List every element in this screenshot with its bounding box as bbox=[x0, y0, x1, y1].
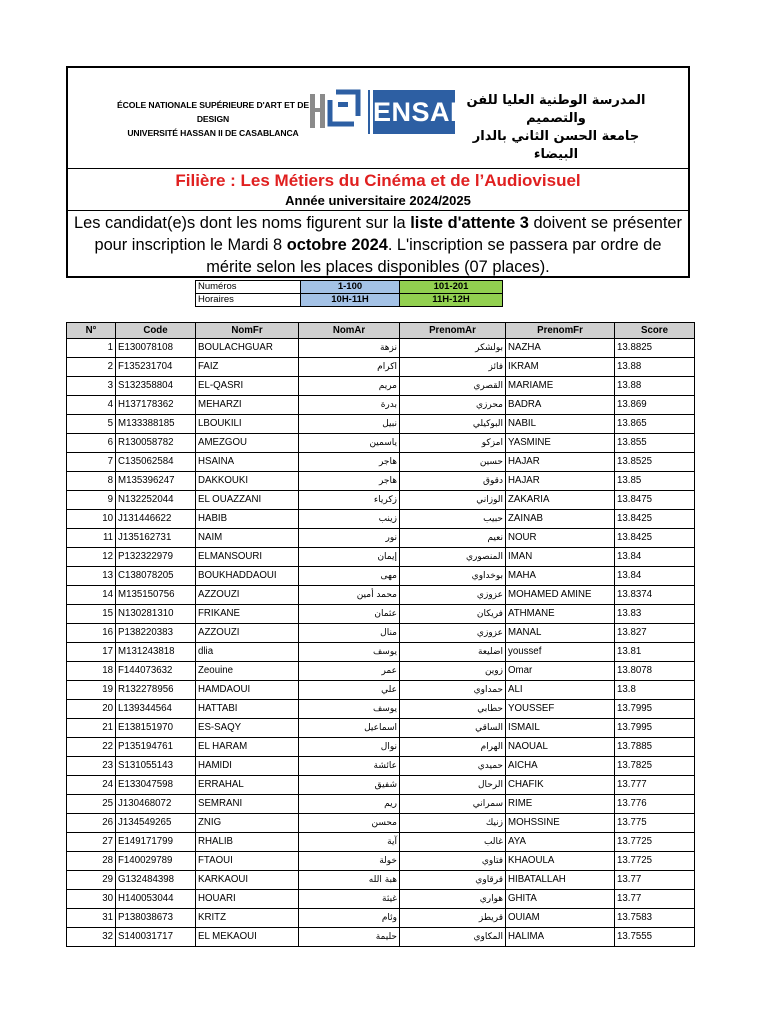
cell-prenomar: البوكيلي bbox=[400, 415, 506, 434]
cell-number: 24 bbox=[67, 776, 116, 795]
cell-nomar: محمد أمين bbox=[299, 586, 400, 605]
table-row bbox=[67, 643, 695, 662]
table-row bbox=[67, 681, 695, 700]
cell-nomfr: FAIZ bbox=[196, 358, 299, 377]
filiere-title: Filière : Les Métiers du Cinéma et de l’Audiovisuel bbox=[175, 171, 581, 190]
school-name-ar bbox=[456, 92, 656, 164]
cell-nomar: هاجر bbox=[299, 453, 400, 472]
cell-prenomfr: NABIL bbox=[506, 415, 615, 434]
cell-prenomfr: BADRA bbox=[506, 396, 615, 415]
cell-nomfr: AMEZGOU bbox=[196, 434, 299, 453]
cell-score: 13.84 bbox=[615, 548, 695, 567]
cell-prenomfr: YOUSSEF bbox=[506, 700, 615, 719]
cell-prenomfr: MANAL bbox=[506, 624, 615, 643]
cell-nomfr: EL-QASRI bbox=[196, 377, 299, 396]
cell-nomar: مريم bbox=[299, 377, 400, 396]
col-header-prenomar: PrenomAr bbox=[400, 323, 506, 339]
cell-nomar: حليمة bbox=[299, 928, 400, 947]
cell-nomar: اسماعيل bbox=[299, 719, 400, 738]
cell-nomar: نبيل bbox=[299, 415, 400, 434]
cell-code: E138151970 bbox=[116, 719, 196, 738]
cell-code: S132358804 bbox=[116, 377, 196, 396]
cell-prenomar: امزكو bbox=[400, 434, 506, 453]
cell-score: 13.81 bbox=[615, 643, 695, 662]
cell-score: 13.7825 bbox=[615, 757, 695, 776]
cell-nomfr: FTAOUI bbox=[196, 852, 299, 871]
cell-prenomfr: HIBATALLAH bbox=[506, 871, 615, 890]
cell-prenomar: بولشكر bbox=[400, 339, 506, 358]
cell-code: P135194761 bbox=[116, 738, 196, 757]
cell-prenomfr: GHITA bbox=[506, 890, 615, 909]
cell-score: 13.8 bbox=[615, 681, 695, 700]
notice-waitlist: liste d'attente 3 bbox=[410, 214, 529, 232]
cell-nomar: يوسف bbox=[299, 643, 400, 662]
cell-prenomfr: CHAFIK bbox=[506, 776, 615, 795]
cell-score: 13.8475 bbox=[615, 491, 695, 510]
header-divider bbox=[68, 168, 688, 169]
cell-number: 12 bbox=[67, 548, 116, 567]
cell-prenomfr: MOHAMED AMINE bbox=[506, 586, 615, 605]
table-row bbox=[67, 529, 695, 548]
cell-nomfr: AZZOUZI bbox=[196, 624, 299, 643]
cell-prenomar: الوزاني bbox=[400, 491, 506, 510]
table-row bbox=[67, 928, 695, 947]
table-row bbox=[67, 396, 695, 415]
cell-number: 7 bbox=[67, 453, 116, 472]
table-row bbox=[67, 738, 695, 757]
cell-prenomar: زوين bbox=[400, 662, 506, 681]
col-header-prenomfr: PrenomFr bbox=[506, 323, 615, 339]
cell-prenomar: قرقاوي bbox=[400, 871, 506, 890]
cell-nomar: غيثة bbox=[299, 890, 400, 909]
cell-code: S131055143 bbox=[116, 757, 196, 776]
cell-prenomfr: AICHA bbox=[506, 757, 615, 776]
cell-number: 19 bbox=[67, 681, 116, 700]
cell-code: E130078108 bbox=[116, 339, 196, 358]
cell-nomar: آية bbox=[299, 833, 400, 852]
cell-number: 31 bbox=[67, 909, 116, 928]
cell-nomar: عائشة bbox=[299, 757, 400, 776]
cell-prenomar: دقوق bbox=[400, 472, 506, 491]
cell-nomar: ريم bbox=[299, 795, 400, 814]
cell-nomar: نوال bbox=[299, 738, 400, 757]
cell-nomar: محسن bbox=[299, 814, 400, 833]
cell-code: E149171799 bbox=[116, 833, 196, 852]
candidates-table bbox=[66, 322, 695, 947]
school-name-ar-line2: جامعة الحسن الثاني بالدار البيضاء bbox=[472, 129, 640, 162]
cell-nomfr: DAKKOUKI bbox=[196, 472, 299, 491]
cell-nomar: بدرة bbox=[299, 396, 400, 415]
cell-nomfr: KRITZ bbox=[196, 909, 299, 928]
cell-code: H137178362 bbox=[116, 396, 196, 415]
school-name-ar-line1: المدرسة الوطنية العليا للفن والتصميم bbox=[466, 93, 646, 126]
cell-code: G132484398 bbox=[116, 871, 196, 890]
cell-nomfr: NAIM bbox=[196, 529, 299, 548]
cell-score: 13.7583 bbox=[615, 909, 695, 928]
cell-score: 13.83 bbox=[615, 605, 695, 624]
table-row bbox=[67, 719, 695, 738]
cell-nomfr: BOULACHGUAR bbox=[196, 339, 299, 358]
cell-nomar: ياسمين bbox=[299, 434, 400, 453]
table-row bbox=[67, 491, 695, 510]
cell-code: M135396247 bbox=[116, 472, 196, 491]
schedule-row-hours bbox=[196, 294, 503, 307]
cell-nomar: عثمان bbox=[299, 605, 400, 624]
cell-nomfr: EL OUAZZANI bbox=[196, 491, 299, 510]
cell-score: 13.8425 bbox=[615, 510, 695, 529]
school-name-fr-line1: ÉCOLE NATIONALE SUPÉRIEURE D'ART ET DE DESIGN bbox=[117, 100, 309, 124]
cell-nomfr: EL HARAM bbox=[196, 738, 299, 757]
cell-number: 18 bbox=[67, 662, 116, 681]
cell-prenomar: فتاوي bbox=[400, 852, 506, 871]
cell-nomar: اكرام bbox=[299, 358, 400, 377]
table-row bbox=[67, 605, 695, 624]
cell-nomfr: dlia bbox=[196, 643, 299, 662]
cell-prenomfr: MAHA bbox=[506, 567, 615, 586]
cell-number: 4 bbox=[67, 396, 116, 415]
cell-prenomar: سمراني bbox=[400, 795, 506, 814]
cell-code: N132252044 bbox=[116, 491, 196, 510]
table-row bbox=[67, 339, 695, 358]
cell-prenomar: نعيم bbox=[400, 529, 506, 548]
cell-score: 13.775 bbox=[615, 814, 695, 833]
cell-number: 32 bbox=[67, 928, 116, 947]
cell-number: 15 bbox=[67, 605, 116, 624]
cell-number: 1 bbox=[67, 339, 116, 358]
cell-score: 13.84 bbox=[615, 567, 695, 586]
cell-prenomfr: NAZHA bbox=[506, 339, 615, 358]
cell-number: 3 bbox=[67, 377, 116, 396]
cell-number: 14 bbox=[67, 586, 116, 605]
cell-nomfr: HAMDAOUI bbox=[196, 681, 299, 700]
col-header-nomfr: NomFr bbox=[196, 323, 299, 339]
cell-prenomar: حسين bbox=[400, 453, 506, 472]
cell-prenomar: حمداوي bbox=[400, 681, 506, 700]
cell-nomfr: BOUKHADDAOUI bbox=[196, 567, 299, 586]
cell-number: 20 bbox=[67, 700, 116, 719]
cell-nomar: عمر bbox=[299, 662, 400, 681]
cell-score: 13.77 bbox=[615, 890, 695, 909]
cell-prenomfr: ZAINAB bbox=[506, 510, 615, 529]
cell-score: 13.865 bbox=[615, 415, 695, 434]
cell-nomar: هبة الله bbox=[299, 871, 400, 890]
cell-prenomar: عزوزي bbox=[400, 624, 506, 643]
cell-prenomfr: ATHMANE bbox=[506, 605, 615, 624]
cell-nomfr: ZNIG bbox=[196, 814, 299, 833]
cell-prenomar: الهرام bbox=[400, 738, 506, 757]
cell-prenomar: هواري bbox=[400, 890, 506, 909]
cell-prenomar: الساقي bbox=[400, 719, 506, 738]
cell-prenomfr: IMAN bbox=[506, 548, 615, 567]
table-row bbox=[67, 890, 695, 909]
cell-score: 13.7995 bbox=[615, 719, 695, 738]
cell-score: 13.77 bbox=[615, 871, 695, 890]
cell-nomar: مهى bbox=[299, 567, 400, 586]
notice-divider bbox=[68, 210, 688, 211]
cell-score: 13.8825 bbox=[615, 339, 695, 358]
cell-nomfr: AZZOUZI bbox=[196, 586, 299, 605]
cell-code: P138220383 bbox=[116, 624, 196, 643]
cell-prenomar: الرحال bbox=[400, 776, 506, 795]
cell-prenomar: فريكان bbox=[400, 605, 506, 624]
cell-number: 16 bbox=[67, 624, 116, 643]
cell-code: N130281310 bbox=[116, 605, 196, 624]
notice-part1: Les candidat(e)s dont les noms figurent sur la bbox=[74, 214, 411, 232]
table-row bbox=[67, 415, 695, 434]
cell-nomfr: Zeouine bbox=[196, 662, 299, 681]
cell-number: 25 bbox=[67, 795, 116, 814]
cell-prenomar: محرزي bbox=[400, 396, 506, 415]
cell-number: 5 bbox=[67, 415, 116, 434]
cell-score: 13.88 bbox=[615, 377, 695, 396]
cell-nomfr: MEHARZI bbox=[196, 396, 299, 415]
cell-prenomar: حبيب bbox=[400, 510, 506, 529]
cell-nomfr: EL MEKAOUI bbox=[196, 928, 299, 947]
cell-nomfr: KARKAOUI bbox=[196, 871, 299, 890]
cell-prenomfr: NOUR bbox=[506, 529, 615, 548]
cell-prenomfr: AYA bbox=[506, 833, 615, 852]
cell-nomfr: LBOUKILI bbox=[196, 415, 299, 434]
cell-code: P132322979 bbox=[116, 548, 196, 567]
cell-nomar: وئام bbox=[299, 909, 400, 928]
cell-prenomfr: Omar bbox=[506, 662, 615, 681]
table-row bbox=[67, 700, 695, 719]
table-row bbox=[67, 909, 695, 928]
cell-score: 13.8525 bbox=[615, 453, 695, 472]
cell-score: 13.7995 bbox=[615, 700, 695, 719]
cell-code: J130468072 bbox=[116, 795, 196, 814]
notice-part3: . L'inscription se passera par ordre de mérite selon les places disponibles (07 places). bbox=[206, 236, 662, 276]
cell-number: 26 bbox=[67, 814, 116, 833]
cell-nomfr: HAMIDI bbox=[196, 757, 299, 776]
schedule-table bbox=[195, 280, 503, 307]
cell-prenomfr: ISMAIL bbox=[506, 719, 615, 738]
cell-prenomfr: HALIMA bbox=[506, 928, 615, 947]
cell-nomfr: ERRAHAL bbox=[196, 776, 299, 795]
cell-code: M135150756 bbox=[116, 586, 196, 605]
cell-prenomar: حميدي bbox=[400, 757, 506, 776]
schedule-hours-label: Horaires bbox=[196, 294, 301, 307]
cell-prenomfr: YASMINE bbox=[506, 434, 615, 453]
cell-number: 28 bbox=[67, 852, 116, 871]
cell-prenomfr: MOHSSINE bbox=[506, 814, 615, 833]
cell-score: 13.8078 bbox=[615, 662, 695, 681]
cell-code: C138078205 bbox=[116, 567, 196, 586]
cell-code: J134549265 bbox=[116, 814, 196, 833]
col-header-score: Score bbox=[615, 323, 695, 339]
cell-prenomfr: ZAKARIA bbox=[506, 491, 615, 510]
cell-number: 10 bbox=[67, 510, 116, 529]
table-row bbox=[67, 548, 695, 567]
cell-score: 13.7725 bbox=[615, 833, 695, 852]
cell-code: F140029789 bbox=[116, 852, 196, 871]
cell-nomar: علي bbox=[299, 681, 400, 700]
table-row bbox=[67, 472, 695, 491]
cell-score: 13.777 bbox=[615, 776, 695, 795]
notice-date: octobre 2024 bbox=[286, 236, 388, 254]
cell-score: 13.85 bbox=[615, 472, 695, 491]
header-box bbox=[66, 66, 690, 278]
cell-nomfr: HSAINA bbox=[196, 453, 299, 472]
cell-score: 13.88 bbox=[615, 358, 695, 377]
schedule-slot1-hours: 10H-11H bbox=[301, 294, 400, 307]
table-row bbox=[67, 586, 695, 605]
cell-prenomfr: IKRAM bbox=[506, 358, 615, 377]
cell-nomar: شفيق bbox=[299, 776, 400, 795]
cell-score: 13.7555 bbox=[615, 928, 695, 947]
cell-score: 13.8425 bbox=[615, 529, 695, 548]
cell-prenomar: القصري bbox=[400, 377, 506, 396]
cell-prenomfr: KHAOULA bbox=[506, 852, 615, 871]
table-header-row bbox=[67, 323, 695, 339]
cell-prenomar: غالب bbox=[400, 833, 506, 852]
cell-prenomfr: NAOUAL bbox=[506, 738, 615, 757]
notice-text bbox=[74, 212, 682, 278]
cell-number: 8 bbox=[67, 472, 116, 491]
cell-score: 13.776 bbox=[615, 795, 695, 814]
table-row bbox=[67, 377, 695, 396]
cell-code: P138038673 bbox=[116, 909, 196, 928]
cell-number: 6 bbox=[67, 434, 116, 453]
cell-prenomar: حطابي bbox=[400, 700, 506, 719]
table-row bbox=[67, 871, 695, 890]
table-row bbox=[67, 776, 695, 795]
cell-number: 17 bbox=[67, 643, 116, 662]
cell-code: E133047598 bbox=[116, 776, 196, 795]
cell-code: C135062584 bbox=[116, 453, 196, 472]
table-row bbox=[67, 795, 695, 814]
cell-nomfr: FRIKANE bbox=[196, 605, 299, 624]
cell-code: J135162731 bbox=[116, 529, 196, 548]
cell-prenomar: بوخداوي bbox=[400, 567, 506, 586]
cell-prenomar: المكاوي bbox=[400, 928, 506, 947]
cell-score: 13.8374 bbox=[615, 586, 695, 605]
cell-code: M133388185 bbox=[116, 415, 196, 434]
cell-number: 29 bbox=[67, 871, 116, 890]
cell-number: 13 bbox=[67, 567, 116, 586]
cell-number: 21 bbox=[67, 719, 116, 738]
cell-prenomar: المنصوري bbox=[400, 548, 506, 567]
table-row bbox=[67, 852, 695, 871]
cell-code: J131446622 bbox=[116, 510, 196, 529]
logo-separator bbox=[368, 90, 370, 134]
cell-prenomfr: ALI bbox=[506, 681, 615, 700]
table-row bbox=[67, 757, 695, 776]
cell-code: S140031717 bbox=[116, 928, 196, 947]
cell-nomfr: HATTABI bbox=[196, 700, 299, 719]
table-row bbox=[67, 567, 695, 586]
cell-code: F135231704 bbox=[116, 358, 196, 377]
cell-code: H140053044 bbox=[116, 890, 196, 909]
cell-code: M131243818 bbox=[116, 643, 196, 662]
cell-number: 9 bbox=[67, 491, 116, 510]
cell-nomar: زينب bbox=[299, 510, 400, 529]
cell-score: 13.855 bbox=[615, 434, 695, 453]
cell-nomfr: ES-SAQY bbox=[196, 719, 299, 738]
table-row bbox=[67, 358, 695, 377]
schedule-slot1-numbers: 1-100 bbox=[301, 281, 400, 294]
table-row bbox=[67, 814, 695, 833]
cell-number: 30 bbox=[67, 890, 116, 909]
cell-nomar: زكرياء bbox=[299, 491, 400, 510]
cell-code: R132278956 bbox=[116, 681, 196, 700]
cell-nomar: منال bbox=[299, 624, 400, 643]
cell-nomfr: SEMRANI bbox=[196, 795, 299, 814]
cell-prenomar: اضليعة bbox=[400, 643, 506, 662]
cell-score: 13.7725 bbox=[615, 852, 695, 871]
cell-number: 27 bbox=[67, 833, 116, 852]
schedule-slot2-hours: 11H-12H bbox=[400, 294, 503, 307]
table-row bbox=[67, 624, 695, 643]
cell-prenomfr: HAJAR bbox=[506, 453, 615, 472]
cell-nomfr: HOUARI bbox=[196, 890, 299, 909]
cell-prenomar: قريطز bbox=[400, 909, 506, 928]
cell-prenomfr: HAJAR bbox=[506, 472, 615, 491]
cell-prenomar: عزوزي bbox=[400, 586, 506, 605]
schedule-slot2-numbers: 101-201 bbox=[400, 281, 503, 294]
cell-number: 23 bbox=[67, 757, 116, 776]
schedule-numbers-label: Numéros bbox=[196, 281, 301, 294]
col-header-number: N° bbox=[67, 323, 116, 339]
school-name-fr-line2: UNIVERSITÉ HASSAN II DE CASABLANCA bbox=[127, 128, 299, 138]
ensad-logo: ENSAD bbox=[373, 90, 455, 134]
cell-prenomfr: OUIAM bbox=[506, 909, 615, 928]
table-row bbox=[67, 833, 695, 852]
cell-nomar: إيمان bbox=[299, 548, 400, 567]
cell-prenomfr: RIME bbox=[506, 795, 615, 814]
cell-number: 22 bbox=[67, 738, 116, 757]
cell-code: L139344564 bbox=[116, 700, 196, 719]
cell-score: 13.827 bbox=[615, 624, 695, 643]
cell-nomar: نزهة bbox=[299, 339, 400, 358]
cell-code: F144073632 bbox=[116, 662, 196, 681]
table-row bbox=[67, 434, 695, 453]
cell-code: R130058782 bbox=[116, 434, 196, 453]
cell-score: 13.869 bbox=[615, 396, 695, 415]
schedule-row-numbers bbox=[196, 281, 503, 294]
school-name-fr bbox=[102, 98, 324, 140]
logo-row bbox=[68, 68, 688, 168]
table-row bbox=[67, 510, 695, 529]
cell-nomar: يوسف bbox=[299, 700, 400, 719]
cell-nomar: نور bbox=[299, 529, 400, 548]
cell-prenomfr: youssef bbox=[506, 643, 615, 662]
uh2c-logo-icon bbox=[306, 88, 366, 136]
cell-nomar: خولة bbox=[299, 852, 400, 871]
academic-year: Année universitaire 2024/2025 bbox=[285, 193, 471, 208]
col-header-nomar: NomAr bbox=[299, 323, 400, 339]
cell-nomfr: ELMANSOURI bbox=[196, 548, 299, 567]
cell-nomfr: RHALIB bbox=[196, 833, 299, 852]
notice-part2: doivent se présenter pour inscription le Mardi 8 bbox=[94, 214, 682, 254]
table-row bbox=[67, 453, 695, 472]
col-header-code: Code bbox=[116, 323, 196, 339]
table-row bbox=[67, 662, 695, 681]
cell-nomar: هاجر bbox=[299, 472, 400, 491]
cell-score: 13.7885 bbox=[615, 738, 695, 757]
cell-prenomfr: MARIAME bbox=[506, 377, 615, 396]
cell-nomfr: HABIB bbox=[196, 510, 299, 529]
cell-number: 2 bbox=[67, 358, 116, 377]
cell-number: 11 bbox=[67, 529, 116, 548]
cell-prenomar: فائز bbox=[400, 358, 506, 377]
cell-prenomar: زنيك bbox=[400, 814, 506, 833]
